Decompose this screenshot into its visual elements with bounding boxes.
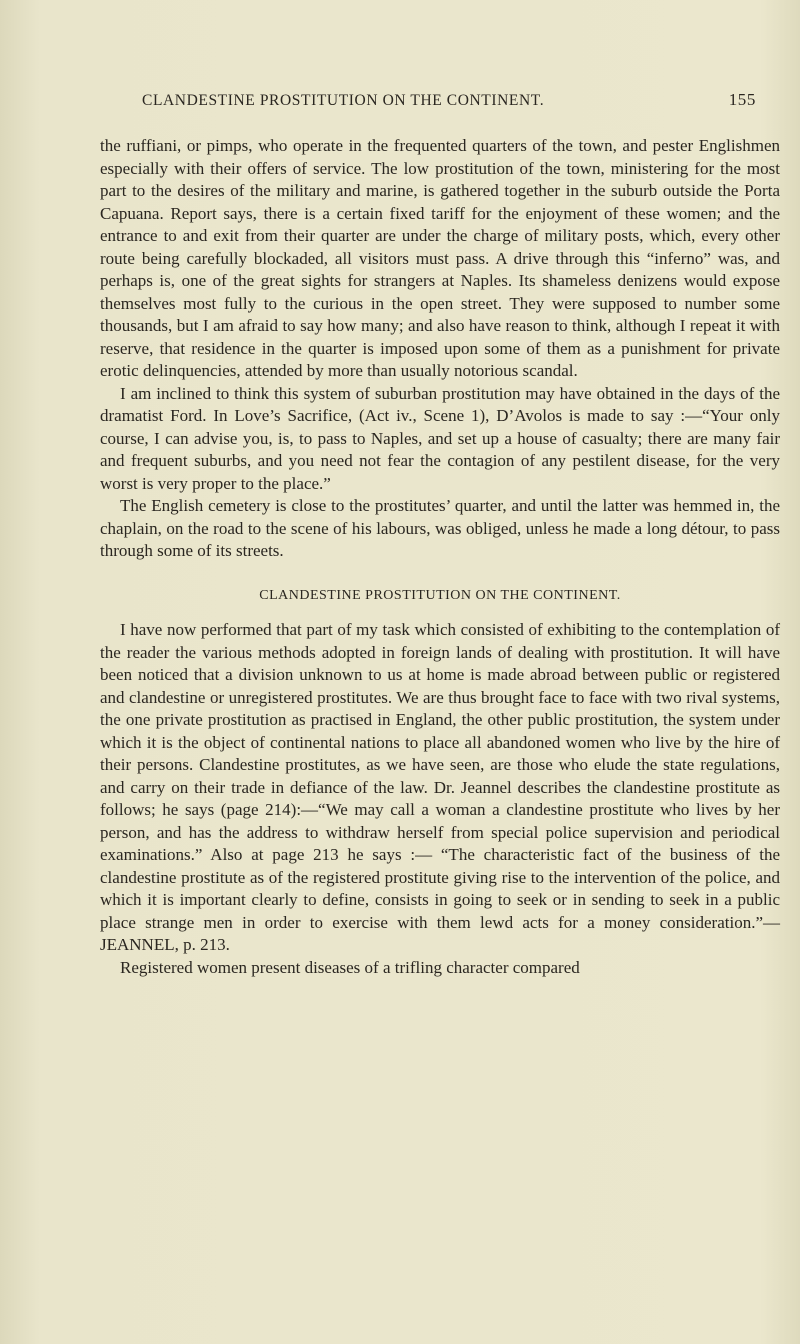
page-number: 155 (728, 90, 756, 109)
section-paragraph-2: Registered women present diseases of a trifling character compared (120, 957, 580, 977)
running-head (142, 92, 760, 116)
running-title: CLANDESTINE PROSTITUTION ON THE CONTINENT. (142, 92, 545, 109)
paragraph-3: The English cemetery is close to the prostitutes’ quarter, and until the latter was hemmed in, the chaplain, on the road to the scene of his labours, was obliged, unless he made a long détour, to pass through some of its streets. (100, 496, 780, 560)
paragraph-2: I am inclined to think this system of suburban prostitution may have obtained in the days of the dramatist Ford. In Love’s Sacrifice, (Act iv., Scene 1), D’Avolos is made to say :—“Your only course, I can advise you, is, to pass to Naples, and set up a house of casualty; there are many fair and frequent suburbs, and you need not fear the contagion of any pestilent disease, for the very worst is very proper to the place.” (100, 383, 780, 493)
section-heading: CLANDESTINE PROSTITUTION ON THE CONTINENT. (259, 587, 621, 603)
section-paragraph-1: I have now performed that part of my task which consisted of exhibiting to the contemplation of the reader the various methods adopted in foreign lands of dealing with prostitution. It will have been noticed that a division unknown to us at home is made abroad between public or registered and clandestine or unregistered prostitutes. We are thus brought face to face with two rival systems, the one private prostitution as practised in England, the other public prostitution, the system under which it is the object of continental nations to place all abandoned women who live by the hire of their persons. Clandestine prostitutes, as we have seen, are those who elude the state regulations, and carry on their trade in defiance of the law. Dr. Jeannel describes the clandestine prostitute as follows; he says (page 214):—“We may call a woman a clandestine prostitute who lives by her person, and has the address to withdraw herself from special police supervision and periodical examinations.” Also at page 213 he says :— “The characteristic fact of the business of the clandestine prostitute as of the registered prostitute giving rise to the intervention of the police, and which it is important clearly to define, consists in going to seek or in sending to seek in a public place strange men in order to exercise with them lewd acts for a money consideration.”—JEANNEL, p. 213. (100, 620, 780, 954)
paragraph-1: the ruffiani, or pimps, who operate in the frequented quarters of the town, and pester Englishmen especially with their offers of service. The low prostitution of the town, ministering for the most part to the desires of the military and marine, is gathered together in the suburb outside the Porta Capuana. Report says, there is a certain fixed tariff for the enjoyment of these women; and the entrance to and exit from their quarter are under the charge of military posts, which, every other route being carefully blockaded, all visitors must pass. A drive through this “inferno” was, and perhaps is, one of the great sights for strangers at Naples. Its shameless denizens would expose themselves most fully to the curious in the open street. They were supposed to number some thousands, but I am afraid to say how many; and also have reason to think, although I repeat it with reserve, that residence in the quarter is imposed upon some of them as a punishment for private erotic delinquencies, attended by more than usually notorious scandal. (100, 136, 780, 380)
body-text (100, 135, 780, 979)
